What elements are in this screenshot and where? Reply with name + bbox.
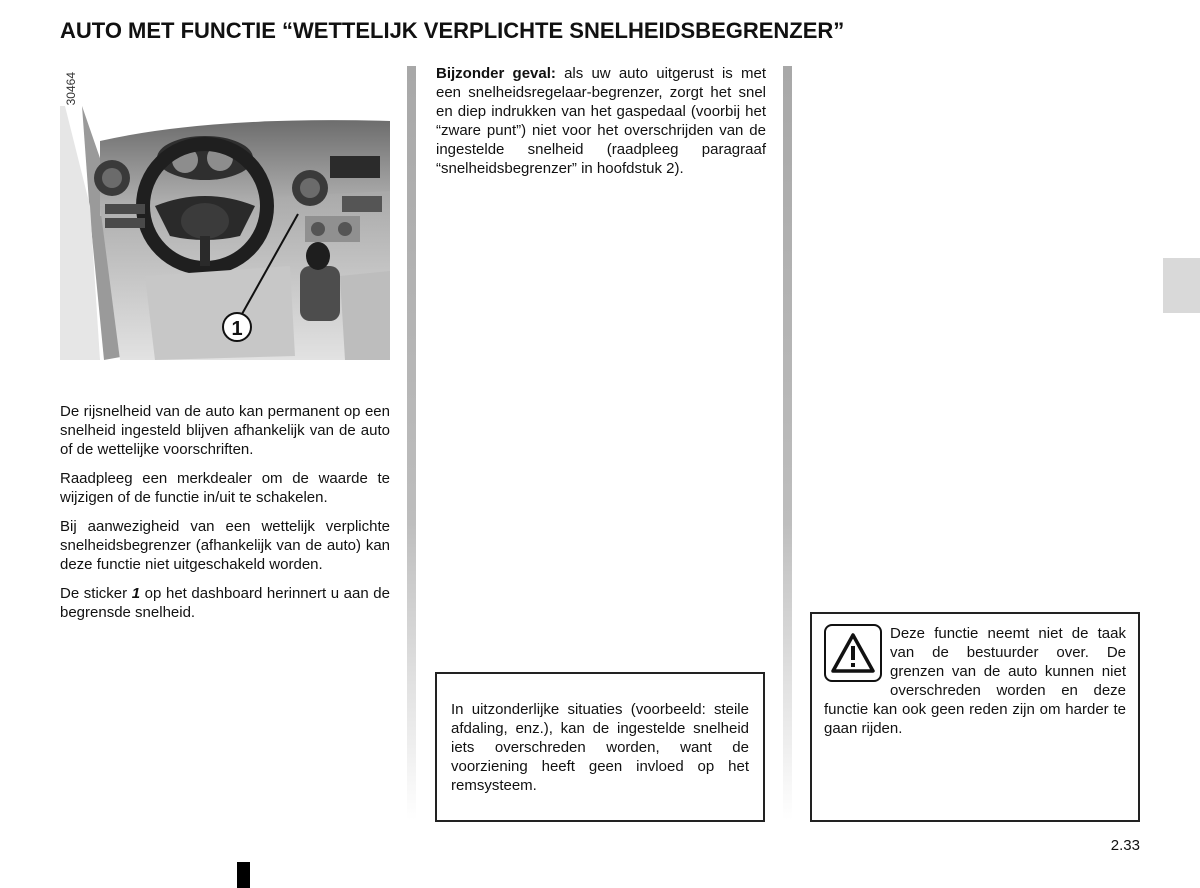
left-column	[60, 402, 390, 632]
paragraph-dealer: Raadpleeg een merkdealer om de waarde te wijzigen of de functie in/uit te schakelen.	[60, 470, 390, 506]
sticker-text-after: op het dashboard herinnert u aan de begrensde snelheid.	[60, 585, 390, 621]
column-divider-right	[783, 66, 792, 820]
callout-1: 1	[222, 312, 252, 342]
sticker-text-before: De sticker	[60, 585, 132, 602]
note-box	[435, 672, 765, 822]
page-number: 2.33	[1110, 837, 1140, 854]
note-text: In uitzonderlijke situaties (voorbeeld: steile afdaling, enz.), kan de ingestelde snelheid iets overschreden worden, want de voorziening heeft geen invloed op het remsysteem.	[451, 701, 749, 794]
paragraph-sticker	[60, 584, 390, 622]
warning-text: Deze functie neemt niet de taak van de bestuurder over. De grenzen van de auto kunnen niet overschreden worden en deze functie kan ook geen reden zijn om harder te gaan rijden.	[824, 625, 1126, 737]
sticker-number: 1	[131, 585, 141, 602]
paragraph-speed-limit: De rijsnelheid van de auto kan permanent op een snelheid ingesteld blijven afhankelijk van de auto of de wettelijke voorschriften.	[60, 403, 390, 458]
paragraph-legal-limiter: Bij aanwezigheid van een wettelijk verplichte snelheidsbegrenzer (afhankelijk van de auto) kan deze functie niet uitgeschakeld worden.	[60, 518, 390, 573]
chapter-tab	[1163, 258, 1200, 313]
special-case-label: Bijzonder geval:	[436, 65, 556, 82]
paragraph-special-case	[436, 64, 766, 178]
middle-column	[436, 64, 766, 188]
page-title: AUTO MET FUNCTIE “WETTELIJK VERPLICHTE SNELHEIDSBEGRENZER”	[60, 18, 845, 43]
figure-code: 30464	[64, 72, 78, 106]
crop-mark	[237, 862, 250, 888]
column-divider-left	[407, 66, 416, 820]
special-case-text: als uw auto uitgerust is met een snelheidsregelaar-begrenzer, zorgt het snel en diep indrukken van het gaspedaal (voorbij het “zware punt”) niet voor het overschrijden van de ingestelde snelheid (raadpleeg paragraaf “snelheidsbegrenzer” in hoofdstuk 2).	[436, 65, 766, 177]
warning-triangle-icon	[824, 624, 882, 682]
warning-box	[810, 612, 1140, 822]
